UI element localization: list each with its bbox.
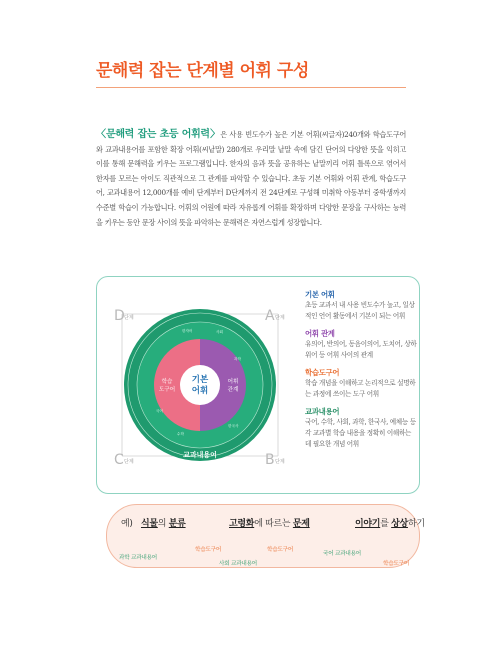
legend-text-subject: 국어, 수학, 사회, 과학, 한국사, 예체능 등 각 교과별 학습 내용을 정확히 이해하는 데 필요한 개념 어휘 <box>305 418 416 448</box>
stage-a-letter: A <box>265 308 275 324</box>
legend-heading-relation: 어휘 관계 <box>305 329 335 338</box>
legend-item-tool <box>305 367 417 400</box>
stage-d-label <box>114 308 134 324</box>
example-word-imagine: 상상 <box>391 519 408 529</box>
stage-d-suffix: 단계 <box>124 315 134 321</box>
right-half-label-line2: 관계 <box>227 387 239 393</box>
page-title: 문해력 잡는 단계별 어휘 구성 <box>96 61 309 81</box>
example-word-classification: 분류 <box>168 519 186 529</box>
stage-b-suffix: 단계 <box>275 459 285 465</box>
legend-text-basic: 초등 교과서 내 사용 빈도수가 높고, 일상적인 언어 활동에서 기본이 되는 어휘 <box>305 301 415 320</box>
legend-heading-basic: 기본 어휘 <box>305 290 335 299</box>
ring-label-korean: 국어 <box>156 409 163 413</box>
stage-c-letter: C <box>114 452 124 468</box>
example-tag-4: 학습도구어 <box>267 547 294 553</box>
example-word-aging: 고령화 <box>229 519 255 529</box>
ring-label-math: 수학 <box>177 432 184 436</box>
stage-b-letter: B <box>265 452 275 468</box>
example-tag-1: 과학 교과내용어 <box>119 555 158 561</box>
legend-text-relation: 유의어, 반의어, 동음이의어, 도치어, 상하위어 등 어휘 사이의 관계 <box>305 340 417 359</box>
stage-a-label <box>265 308 285 324</box>
intro-lead: 〈문해력 잡는 초등 어휘력〉 <box>96 129 221 140</box>
legend <box>305 289 417 456</box>
intro-paragraph <box>96 128 406 230</box>
example-word-story: 이야기 <box>355 519 381 529</box>
stage-c-label <box>114 452 134 468</box>
example-particle-1: 의 <box>157 519 169 529</box>
legend-item-relation <box>305 328 417 361</box>
ring-label-hanja: 한자어 <box>182 329 193 333</box>
example-phrase-3 <box>355 516 425 529</box>
example-phrase-2 <box>229 516 310 529</box>
example-word-plant: 식물 <box>141 519 158 529</box>
legend-text-tool: 학습 개념을 이해하고 논리적으로 설명하는 과정에 쓰이는 도구 어휘 <box>305 379 416 398</box>
page-header <box>96 56 436 88</box>
example-word-problem: 문제 <box>292 519 310 529</box>
right-half-label-line1: 어휘 <box>227 379 239 385</box>
core-label-line1: 기본 <box>191 375 209 385</box>
ring-label-society: 사회 <box>216 330 223 334</box>
core-circle <box>180 365 220 405</box>
example-prefix: 예) <box>121 519 133 529</box>
example-tag-6: 학습도구어 <box>383 561 410 567</box>
example-particle-2: 에 따르는 <box>254 519 293 529</box>
example-phrase-1 <box>141 516 186 529</box>
stage-c-suffix: 단계 <box>124 459 134 465</box>
example-box <box>106 504 425 568</box>
stage-d-letter: D <box>114 308 125 324</box>
intro-body: 은 사용 빈도수가 높은 기본 어휘(씨글자)240개와 학습도구어와 교과내용어를 포함한 확장 어휘(씨낱말) 280개로 우리말 낱말 속에 담긴 단어의 다양한 뜻을 익히고 이를 통해 문해력을 키우는 프로그램입니다. 한자의 음과 뜻을 공유하는 낱말끼리 어휘 틀록으로 엮어서 한자를 모르는 아이도 직관적으로 그 관계를 파악할 수 있습니다. 초등 기본 어휘와 어휘 관계, 학습도구어, 교과내용어 12,000개를 예비 단계부터 D단계까지 전 24단계로 구성해 미취학 아동부터 중학생까지 수준별 학습이 가능합니다. 어휘의 어원에 따라 자유롭게 어휘를 확장하며 다양한 문장을 구사하는 능력을 키우는 동안 문장 사이의 뜻을 파악하는 문해력은 자연스럽게 성장합니다. <box>96 130 407 227</box>
vocabulary-diagram <box>100 284 300 484</box>
stage-a-suffix: 단계 <box>275 315 285 321</box>
example-suffix-3: 하기 <box>407 519 425 529</box>
legend-item-subject <box>305 406 417 450</box>
example-tag-3: 사회 교과내용어 <box>219 561 258 567</box>
bottom-band-label: 교과내용어 <box>183 451 217 459</box>
example-tag-2: 학습도구어 <box>195 547 222 553</box>
example-row <box>107 516 425 532</box>
ring-label-history: 한국사 <box>228 424 239 428</box>
legend-item-basic <box>305 289 417 322</box>
left-half-label-line1: 학습 <box>161 379 173 385</box>
stage-b-label <box>265 452 285 468</box>
legend-heading-tool: 학습도구어 <box>305 368 340 377</box>
core-label-line2: 어휘 <box>191 386 209 396</box>
ring-label-science: 과학 <box>234 357 241 361</box>
example-particle-3: 를 <box>380 519 392 529</box>
title-divider <box>96 87 406 88</box>
example-tag-5: 국어 교과내용어 <box>323 551 362 557</box>
left-half-label-line2: 도구어 <box>158 387 176 393</box>
legend-heading-subject: 교과내용어 <box>305 407 340 416</box>
